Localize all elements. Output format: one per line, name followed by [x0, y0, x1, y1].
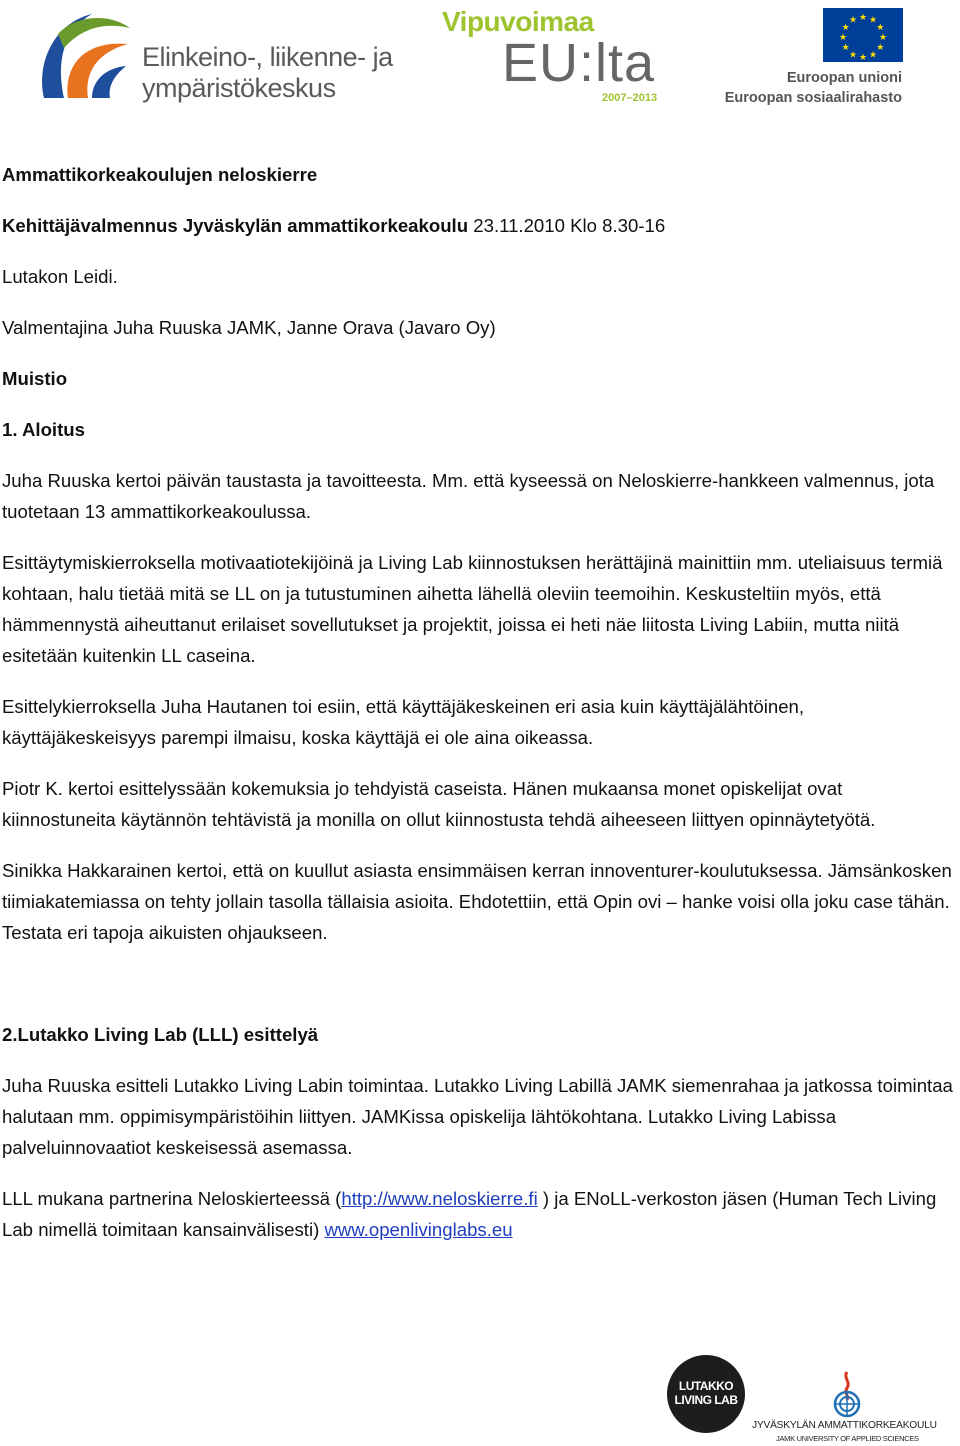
svg-text:★: ★: [878, 33, 888, 43]
section-spacer: [2, 968, 960, 1019]
section-2-heading: 2.Lutakko Living Lab (LLL) esittelyä: [2, 1024, 319, 1045]
section-2-text-middle: ) ja ENoLL-verkoston jäsen (Human Tech Living Lab nimellä toimitaan kansainvälisesti): [2, 1188, 937, 1240]
svg-text:★: ★: [868, 50, 878, 61]
eu-logo-line1: Euroopan unioni: [786, 70, 902, 86]
footer-logos: [0, 1340, 960, 1446]
svg-text:★: ★: [848, 50, 858, 61]
svg-text:★: ★: [841, 43, 850, 53]
vipuvoimaa-logo: [440, 6, 680, 106]
openlivinglabs-link[interactable]: www.openlivinglabs.eu: [324, 1219, 513, 1240]
jamk-logo-line1: JYVÄSKYLÄN AMMATTIKORKEAKOULU: [752, 1420, 937, 1431]
event-info: [2, 210, 960, 241]
jamk-emblem-icon: [829, 1370, 865, 1418]
venue: Lutakon Leidi.: [2, 266, 118, 287]
lutakko-logo-text: [671, 1379, 741, 1407]
ely-logo-line2: ympäristökeskus: [142, 73, 336, 103]
eu-logo: [720, 8, 910, 113]
section-1-paragraph-4: Piotr K. kertoi esittelyssään kokemuksia jo tehdyistä caseista. Hänen mukaansa monet opiskelijat ovat kiinnostuneita käytännön tehtävistä ja monilla on ollut kiinnostusta tehdä aiheeseen liittyen opinnäytetyötä.: [2, 778, 876, 830]
lutakko-living-lab-logo: [667, 1355, 745, 1433]
document-body: [2, 159, 960, 1265]
lutakko-logo-line2: LIVING LAB: [674, 1393, 738, 1407]
svg-text:★: ★: [876, 43, 885, 53]
vipuvoimaa-title: Vipuvoimaa: [442, 6, 594, 37]
ely-emblem-icon: [34, 8, 134, 108]
ely-keskus-logo: [34, 8, 414, 108]
neloskierre-link[interactable]: http://www.neloskierre.fi: [341, 1188, 538, 1209]
section-1-paragraph-3: Esittelykierroksella Juha Hautanen toi esiin, että käyttäjäkeskeinen eri asia kuin käyttäjälähtöinen, käyttäjäkeskeisyys parempi ilmaisu, koska käyttäjä ei ole aina oikeassa.: [2, 696, 805, 748]
section-1-heading: 1. Aloitus: [2, 419, 85, 440]
svg-text:★: ★: [848, 15, 858, 26]
ely-logo-text: [142, 42, 393, 104]
lutakko-logo-line1: LUTAKKO: [678, 1379, 734, 1393]
eu-flag-icon: [823, 8, 903, 62]
memo-label: Muistio: [2, 368, 68, 389]
section-2-paragraph-1: Juha Ruuska esitteli Lutakko Living Labin toimintaa. Lutakko Living Labillä JAMK siemenrahaa ja jatkossa toimintaa halutaan mm. oppimisympäristöihin liittyen. JAMKissa opiskelija lähtökohtana. Lutakko Living Labissa palveluinnovaatiot keskeisessä asemassa.: [2, 1075, 953, 1158]
svg-text:★: ★: [841, 23, 850, 33]
section-1-paragraph-1: Juha Ruuska kertoi päivän taustasta ja tavoitteesta. Mm. että kyseessä on Neloskierre-hankkeen valmennus, jota tuotetaan 13 ammattikorkeakoulussa.: [2, 470, 935, 522]
svg-text:★: ★: [858, 13, 868, 23]
eu-logo-line2: Euroopan sosiaalirahasto: [724, 90, 902, 106]
vipuvoimaa-eu-text: EU:lta: [502, 33, 656, 93]
header-logos: [0, 0, 960, 115]
section-2-paragraph-2: [2, 1183, 960, 1245]
event-datetime: 23.11.2010 Klo 8.30-16: [468, 215, 666, 236]
svg-text:★: ★: [838, 33, 848, 43]
svg-text:★: ★: [876, 23, 885, 33]
section-1-paragraph-2: Esittäytymiskierroksella motivaatiotekijöinä ja Living Lab kiinnostuksen herättäjinä mainittiin mm. uteliaisuus termiä kohtaan, halu tietää mitä se LL on ja tutustuminen aihetta lähellä oleviin teemoihin. Keskusteltiin myös, että hämmennystä aiheuttanut erilaiset sovellutukset ja projektit, joissa ei heti näe liitosta Living Labiin, mutta niitä esitetään kuitenkin LL caseina.: [2, 552, 943, 666]
ely-logo-line1: Elinkeino-, liikenne- ja: [142, 42, 393, 72]
vipuvoimaa-years: 2007–2013: [602, 92, 658, 104]
section-1-paragraph-5: Sinikka Hakkarainen kertoi, että on kuullut asiasta ensimmäisen kerran innoventurer-koulutuksessa. Jämsänkosken tiimiakatemiassa on tehty jollain tasolla tällaisia asioita. Ehdotettiin, että Opin ovi – hanke voisi olla joku case tähän. Testata eri tapoja aikuisten ohjaukseen.: [2, 860, 952, 943]
event-label: Kehittäjävalmennus Jyväskylän ammattikorkeakoulu: [2, 215, 469, 236]
jamk-logo-line2: JAMK UNIVERSITY OF APPLIED SCIENCES: [776, 1434, 919, 1443]
svg-text:★: ★: [858, 53, 868, 62]
jamk-logo: [752, 1370, 957, 1444]
section-2-text-before-link: LLL mukana partnerina Neloskierteessä (: [2, 1188, 342, 1209]
coaches: Valmentajina Juha Ruuska JAMK, Janne Orava (Javaro Oy): [2, 317, 496, 338]
document-title: Ammattikorkeakoulujen neloskierre: [2, 164, 318, 185]
svg-text:★: ★: [868, 15, 878, 26]
